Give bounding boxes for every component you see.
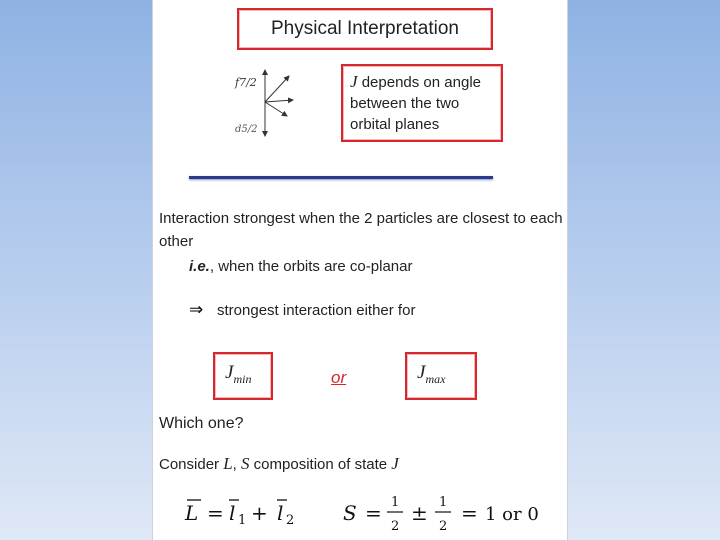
d-vector (265, 100, 293, 102)
coplanar-paragraph: i.e., when the orbits are co-planar (189, 258, 413, 275)
strongest-paragraph: strongest interaction either for (217, 302, 416, 319)
slide-title: Physical Interpretation (271, 18, 459, 39)
svg-text:+: + (251, 501, 268, 525)
svg-text:1: 1 (391, 495, 400, 510)
consider-line: Consider L, S composition of state J (159, 454, 399, 473)
implies-arrow: ⇒ (189, 300, 204, 319)
f-vector (265, 76, 289, 102)
L-symbol: L (185, 501, 199, 525)
f-label: f7/2 (235, 76, 257, 89)
S-symbol: S (343, 501, 357, 525)
resultant-vector (265, 102, 287, 116)
which-one-question: Which one? (159, 415, 244, 432)
angular-momentum-diagram (231, 64, 321, 140)
svg-text:l: l (277, 501, 284, 525)
jmin-box (213, 352, 273, 400)
j-angle-text: J depends on angle between the two orbital planes (350, 72, 481, 133)
angular-momentum-equation (181, 488, 561, 538)
jmax-label: $J_{max}$ (417, 362, 446, 386)
slide (152, 0, 568, 540)
d-label: d5/2 (235, 124, 258, 135)
or-text: or (331, 368, 347, 387)
title-box (237, 8, 493, 50)
divider-line (189, 176, 493, 179)
j-symbol: J (350, 72, 358, 91)
svg-text:±: ± (411, 501, 428, 525)
svg-text:=: = (461, 501, 478, 525)
svg-text:1: 1 (238, 513, 247, 528)
jmax-box (405, 352, 477, 400)
j-angle-box (341, 64, 503, 142)
svg-text:2: 2 (439, 519, 448, 534)
svg-text:2: 2 (391, 519, 400, 534)
svg-text:l: l (229, 501, 236, 525)
svg-text:=: = (365, 501, 382, 525)
jmin-label: $J_{min}$ (225, 362, 252, 386)
svg-text:1: 1 (439, 495, 448, 510)
svg-text:=: = (207, 501, 224, 525)
interaction-paragraph: Interaction strongest when the 2 particles are closest to each other (159, 210, 563, 250)
equation-result: 1 or 0 (485, 504, 539, 525)
svg-text:2: 2 (286, 513, 295, 528)
